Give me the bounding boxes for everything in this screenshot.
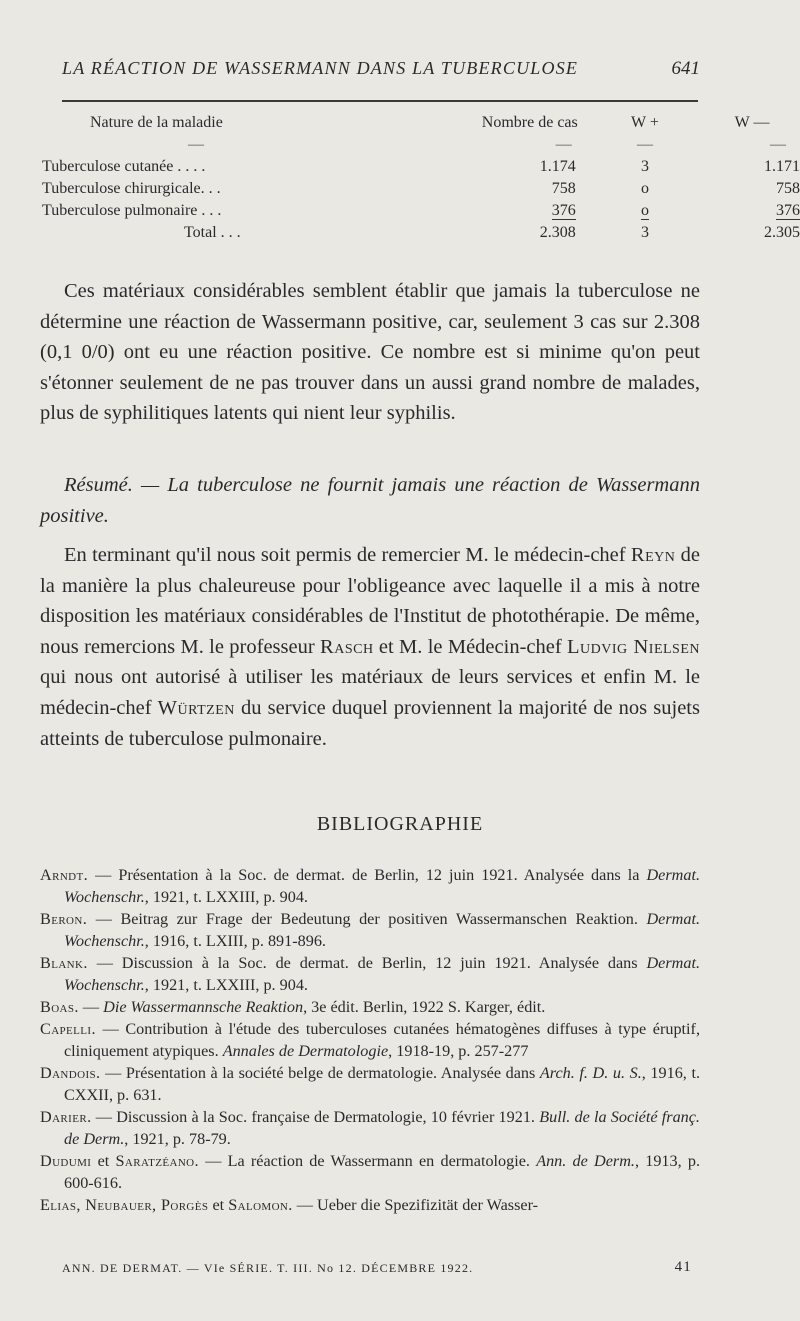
text-run: qui nous ont autorisé à utiliser les matériaux de leurs services et enfin M. le médecin-chef (40, 666, 700, 719)
entry-author: Capelli. (40, 1020, 96, 1038)
bibliography-entry (40, 996, 700, 1018)
entry-text: — Discussion à la Soc. de dermat. de Berlin, 12 juin 1921. Analysée dans (87, 954, 647, 972)
bibliography-entry (40, 1150, 700, 1194)
column-header-disease: Nature de la maladie (90, 114, 223, 131)
row-w-minus: 376 (776, 202, 800, 219)
entry-author: Saratzéano. (115, 1152, 199, 1170)
row-cases: 376 (551, 202, 576, 219)
summary-paragraph (40, 470, 700, 531)
row-w-minus: 1.171 (764, 158, 800, 175)
entry-author: Arndt. (40, 866, 89, 884)
entry-text: et (208, 1196, 229, 1214)
entry-author: Beron. (40, 910, 88, 928)
entry-text: — Présentation à la société belge de dermatologie. Analysée dans (100, 1064, 540, 1082)
dash: — (555, 136, 572, 153)
row-label: Tuberculose chirurgicale. . . (42, 180, 221, 197)
bibliography-heading: BIBLIOGRAPHIE (316, 813, 484, 835)
entry-text: — Ueber die Spezifizität der Wasser- (292, 1196, 539, 1214)
text-run: et M. le Médecin-chef (373, 635, 568, 658)
entry-text: , 3e édit. Berlin, 1922 S. Karger, édit. (303, 998, 546, 1016)
paragraph-acknowledgements (40, 540, 700, 754)
table-dash-row (42, 134, 800, 156)
entry-text: , 1921, t. LXXIII, p. 904. (144, 888, 308, 906)
total-w-plus: 3 (640, 224, 649, 241)
row-cases: 1.174 (539, 158, 576, 175)
entry-text: — Contribution à l'étude des tuberculoses cutanées hématogènes diffuses à type éruptif, cliniquement atypiques. (64, 1020, 700, 1060)
row-cases: 758 (551, 180, 576, 197)
person-name: Ludvig Nielsen (567, 635, 700, 658)
dash: — (770, 136, 786, 153)
bibliography-entry (40, 864, 700, 908)
paragraph-conclusion (40, 276, 700, 429)
entry-text: — Beitrag zur Frage der Bedeutung der positiven Wassermanschen Reaktion. (87, 910, 647, 928)
bibliography-entry (40, 1018, 700, 1062)
entry-author: Blank. (40, 954, 88, 972)
bibliography-entry (40, 1194, 700, 1216)
entry-journal: Dermat. Wochenschr. (64, 866, 700, 906)
column-header-cases: Nombre de cas (481, 114, 578, 131)
dash: — (188, 136, 204, 153)
bibliography-entry (40, 908, 700, 952)
row-w-minus: 758 (776, 180, 800, 197)
entry-journal: Arch. f. D. u. S. (539, 1064, 642, 1082)
entry-journal: Dermat. Wochenschr. (64, 954, 700, 994)
page-number: 641 (671, 58, 700, 79)
dash: — (636, 136, 653, 153)
table-row (42, 200, 800, 222)
person-name: Reyn (630, 544, 676, 566)
entry-text: , 1918-19, p. 257-277 (388, 1042, 529, 1060)
entry-text: , 1913, p. 600-616. (64, 1152, 701, 1192)
total-w-minus: 2.305 (764, 224, 800, 241)
table-row (42, 156, 800, 178)
entry-author: Elias, Neubauer, Porgès (40, 1196, 209, 1214)
text-run: En terminant qu'il nous soit permis de remercier M. le médecin-chef (64, 544, 631, 566)
column-header-w-minus: W — (734, 114, 770, 131)
row-w-plus: o (640, 180, 649, 197)
total-cases: 2.308 (539, 224, 576, 241)
signature-mark: 41 (674, 1259, 692, 1275)
table-header-row (42, 112, 800, 134)
entry-author: Salomon. (228, 1196, 293, 1214)
bibliography-entry (40, 1106, 700, 1150)
entry-text: , 1916, t. CXXII, p. 631. (64, 1064, 700, 1104)
entry-text: et (91, 1152, 116, 1170)
entry-journal: Ann. de Derm. (536, 1152, 635, 1170)
entry-author: Dudumi (40, 1152, 92, 1170)
statistics-table (42, 112, 800, 244)
person-name: Rasch (320, 635, 374, 658)
row-w-plus: 3 (640, 158, 649, 175)
entry-author: Boas. (40, 998, 79, 1016)
table-row (42, 178, 800, 200)
paragraph-text: Ces matériaux considérables semblent établir que jamais la tuberculose ne détermine une réaction de Wassermann positive, car, seulement 3 cas sur 2.308 (0,1 0/0) ont eu une réaction positive. Ce nombre est si minime qu'on peut s'étonner seulement de ne pas trouver dans un aussi grand nombre de malades, plus de syphilitiques latents qui nient leur syphilis. (40, 280, 700, 425)
table-total-row (42, 222, 800, 244)
text-run: de la manière la plus chaleureuse pour l'obligeance avec laquelle il a mis à notre disposition les matériaux considérables de l'Institut de photothérapie. De même, nous remercions M. le professeur (40, 544, 700, 658)
entry-text: , 1916, t. LXIII, p. 891-896. (144, 932, 326, 950)
bibliography-entry (40, 952, 700, 996)
row-label: Tuberculose cutanée . . . . (42, 158, 206, 175)
entry-text: , 1921, p. 78-79. (124, 1130, 231, 1148)
entry-text: — La réaction de Wassermann en dermatologie. (198, 1152, 537, 1170)
entry-author: Darier. (40, 1108, 92, 1126)
summary-text: Résumé. — La tuberculose ne fournit jamais une réaction de Wassermann positive. (40, 474, 700, 527)
text-run: du service duquel proviennent la majorité de nos sujets atteints de tuberculose pulmonaire. (40, 696, 700, 750)
entry-text: , 1921, t. LXXIII, p. 904. (144, 976, 308, 994)
entry-text: — Présentation à la Soc. de dermat. de Berlin, 12 juin 1921. Analysée dans la (88, 866, 647, 884)
entry-journal: Die Wassermannsche Reaktion (103, 998, 304, 1016)
entry-journal: Dermat. Wochenschr. (64, 910, 700, 950)
row-w-plus: o (640, 202, 649, 219)
entry-text: — Discussion à la Soc. française de Dermatologie, 10 février 1921. (91, 1108, 540, 1126)
column-header-w-plus: W + (631, 114, 659, 131)
bibliography-entry (40, 1062, 700, 1106)
bibliography-list (40, 864, 700, 1216)
entry-text: — (78, 998, 104, 1016)
entry-journal: Annales de Dermatologie (222, 1042, 389, 1060)
entry-author: Dandois. (40, 1064, 101, 1082)
header-rule (62, 100, 698, 102)
running-title: LA RÉACTION DE WASSERMANN DANS LA TUBERCULOSE (62, 58, 579, 78)
running-header (62, 58, 700, 90)
person-name: Würtzen (157, 696, 235, 719)
journal-citation: ANN. DE DERMAT. — VIe SÉRIE. T. III. No 12. DÉCEMBRE 1922. (62, 1261, 474, 1275)
total-label: Total . . . (184, 224, 241, 241)
row-label: Tuberculose pulmonaire . . . (42, 202, 222, 219)
entry-journal: Bull. de la Société franç. de Derm. (64, 1108, 700, 1148)
